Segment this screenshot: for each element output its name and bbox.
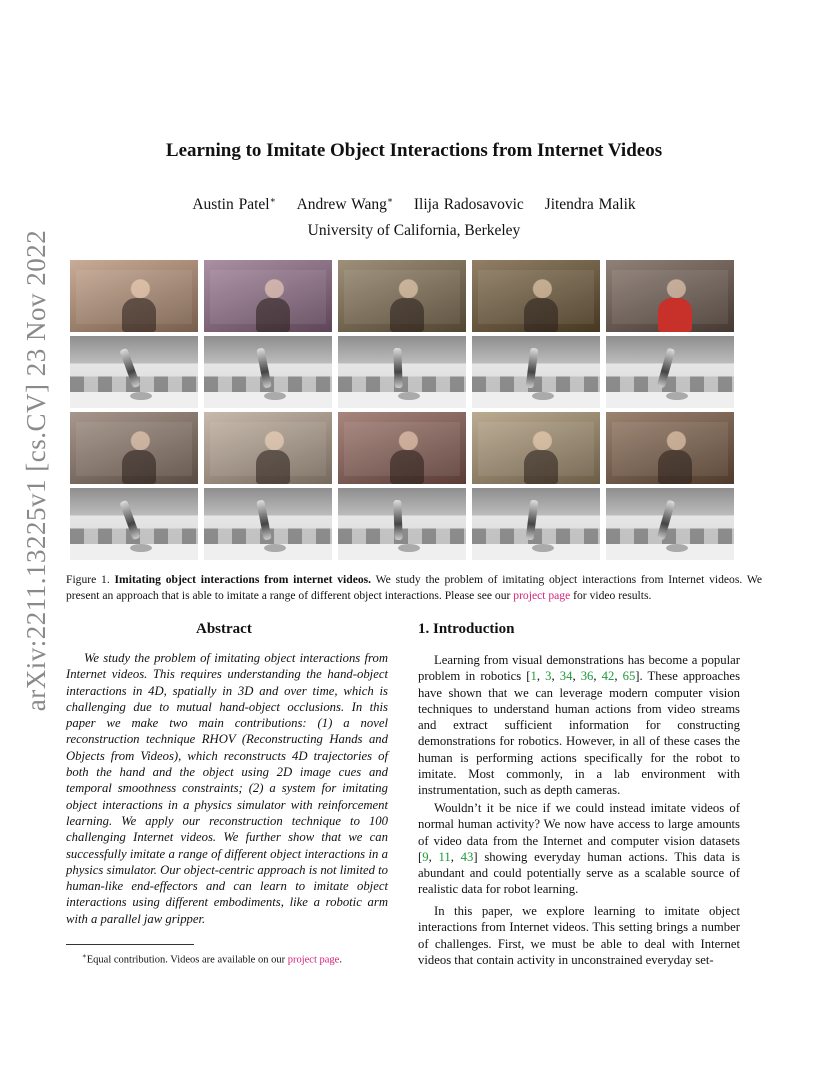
- robot-shadow: [666, 392, 688, 400]
- video-frame-thumbnail: [70, 260, 198, 332]
- footnote-project-link[interactable]: project page: [287, 954, 340, 966]
- video-frame-thumbnail: [606, 260, 734, 332]
- robot-shadow: [532, 392, 554, 400]
- video-frame-thumbnail: [338, 260, 466, 332]
- robot-arm: [393, 348, 402, 388]
- simulation-render-thumbnail: [606, 336, 734, 408]
- author-1: Austin Patel∗: [192, 195, 276, 214]
- simulation-render-thumbnail: [70, 488, 198, 560]
- person-silhouette: [122, 298, 156, 332]
- simulation-render-thumbnail: [472, 488, 600, 560]
- person-silhouette: [256, 298, 290, 332]
- video-frame-thumbnail: [204, 260, 332, 332]
- robot-shadow: [130, 392, 152, 400]
- arxiv-stamp-text: arXiv:2211.13225v1 [cs.CV] 23 Nov 2022: [21, 229, 52, 711]
- person-silhouette: [122, 450, 156, 484]
- simulation-render-thumbnail: [606, 488, 734, 560]
- robot-shadow: [398, 392, 420, 400]
- video-frame-thumbnail: [70, 412, 198, 484]
- video-frame-thumbnail: [606, 412, 734, 484]
- simulation-render-thumbnail: [472, 336, 600, 408]
- video-frame-thumbnail: [204, 412, 332, 484]
- citation-link[interactable]: 42: [601, 669, 615, 684]
- intro-paragraph-3: In this paper, we explore learning to imitate object interactions from Internet videos. This setting brings a number of challenges. First, we must be able to deal with Internet videos that contain activity in unconstrained everyday set-: [418, 904, 740, 967]
- citation-link[interactable]: 11: [438, 849, 451, 864]
- project-page-link[interactable]: project page: [513, 589, 571, 602]
- citation-link[interactable]: 34: [559, 669, 573, 684]
- paper-title: Learning to Imitate Object Interactions from Internet Videos: [165, 140, 663, 161]
- robot-shadow: [398, 544, 420, 552]
- person-silhouette: [390, 298, 424, 332]
- person-silhouette: [256, 450, 290, 484]
- citation-link[interactable]: 3: [545, 669, 552, 684]
- author-2: Andrew Wang∗: [296, 195, 393, 214]
- author-list: [0, 195, 828, 214]
- video-frame-thumbnail: [338, 412, 466, 484]
- robot-shadow: [666, 544, 688, 552]
- video-frame-thumbnail: [472, 412, 600, 484]
- footnote: ∗Equal contribution. Videos are available on our project page.: [82, 952, 342, 966]
- author-3: Ilija Radosavovic: [413, 196, 524, 214]
- citation-link[interactable]: 9: [422, 849, 429, 864]
- robot-shadow: [264, 544, 286, 552]
- abstract-text: We study the problem of imitating object interactions from Internet videos. This requires understanding the hand-object interactions in 4D, spatially in 3D and over time, which is challenging due to mutual hand-object occlusions. In this paper we make two main contributions: (1) a novel reconstruction technique RHOV (Reconstructing Hands and Objects from Videos), which reconstructs 4D trajectories of both the hand and the object using 2D image cues and temporal smoothness constraints; (2) a system for imitating object interactions in a physics simulator with reinforcement learning. We apply our reconstruction technique to 100 challenging Internet videos. We further show that we can successfully imitate a range of different object interactions in a physics simulator. Our object-centric approach is not limited to human-like end-effectors and can learn to imitate object interactions using different embodiments, like a robotic arm with a parallel jaw gripper.: [66, 651, 388, 926]
- simulation-render-thumbnail: [70, 336, 198, 408]
- robot-shadow: [130, 544, 152, 552]
- simulation-render-thumbnail: [204, 336, 332, 408]
- footnote-rule: [66, 944, 194, 945]
- author-4: Jitendra Malik: [544, 196, 636, 214]
- citation-link[interactable]: 43: [460, 849, 474, 864]
- figure-1-grid: [70, 260, 734, 562]
- citation-link[interactable]: 1: [530, 669, 537, 684]
- person-silhouette: [524, 450, 558, 484]
- simulation-render-thumbnail: [338, 336, 466, 408]
- citation-link[interactable]: 65: [622, 669, 636, 684]
- person-silhouette: [524, 298, 558, 332]
- person-silhouette: [390, 450, 424, 484]
- abstract-heading: Abstract: [196, 621, 252, 637]
- person-silhouette: [658, 450, 692, 484]
- citation-link[interactable]: 36: [580, 669, 594, 684]
- introduction-heading: 1. Introduction: [418, 621, 515, 637]
- simulation-render-thumbnail: [204, 488, 332, 560]
- video-frame-thumbnail: [472, 260, 600, 332]
- simulation-render-thumbnail: [338, 488, 466, 560]
- figure-caption: Figure 1. Imitating object interactions from internet videos. We study the problem of imitating object interactions from Internet videos. We present an approach that is able to imitate a range of different object interactions. Please see our project page for video results.: [66, 573, 762, 602]
- robot-arm: [393, 500, 402, 540]
- arxiv-side-stamp: [21, 229, 52, 711]
- intro-paragraph-1: Learning from visual demonstrations has become a popular problem in robotics [1, 3, 34, 36, 42, 65]. These approaches have shown that we can leverage modern computer vision techniques to understand human actions from video streams and extract sufficient information for constructing demonstrations for robotics. However, in all of these cases the human is performing actions specifically for the robot to imitate. Most commonly, in a lab environment with instrumentation, such as depth cameras.: [418, 653, 741, 798]
- affiliation: University of California, Berkeley: [307, 222, 521, 239]
- person-silhouette: [658, 298, 692, 332]
- robot-shadow: [264, 392, 286, 400]
- intro-paragraph-2: Wouldn’t it be nice if we could instead imitate videos of normal human activity? We now have access to large amounts of video data from the Internet and computer vision datasets [9, 11, 43] showing everyday human actions. This data is abundant and could potentially serve as a scalable source of realistic data for robot learning.: [418, 801, 740, 897]
- robot-shadow: [532, 544, 554, 552]
